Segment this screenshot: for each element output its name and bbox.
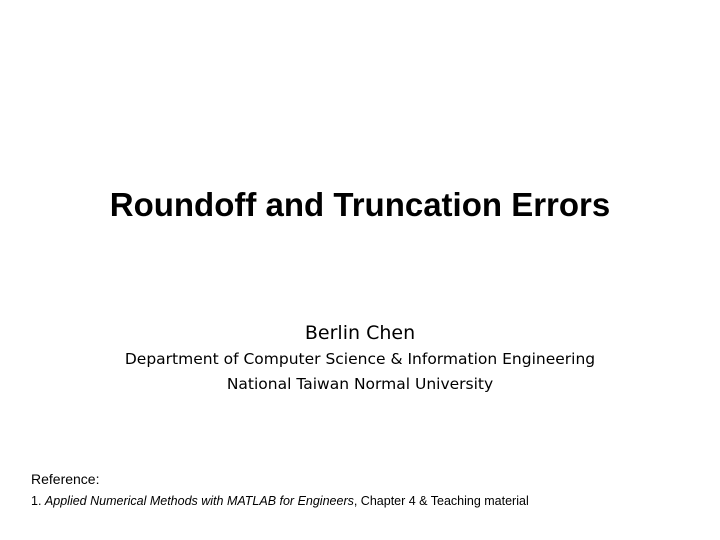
- reference-label: Reference:: [31, 471, 100, 487]
- reference-details: , Chapter 4 & Teaching material: [353, 494, 529, 508]
- reference-book-title: Applied Numerical Methods with MATLAB for Engineers: [44, 494, 354, 508]
- reference-number: 1.: [31, 494, 42, 508]
- author-name: Berlin Chen: [304, 322, 416, 344]
- slide-title: Roundoff and Truncation Errors: [109, 186, 611, 223]
- affiliation-department: Department of Computer Science & Information Engineering: [124, 350, 596, 368]
- reference-item: [31, 494, 529, 508]
- affiliation-university: National Taiwan Normal University: [226, 375, 494, 393]
